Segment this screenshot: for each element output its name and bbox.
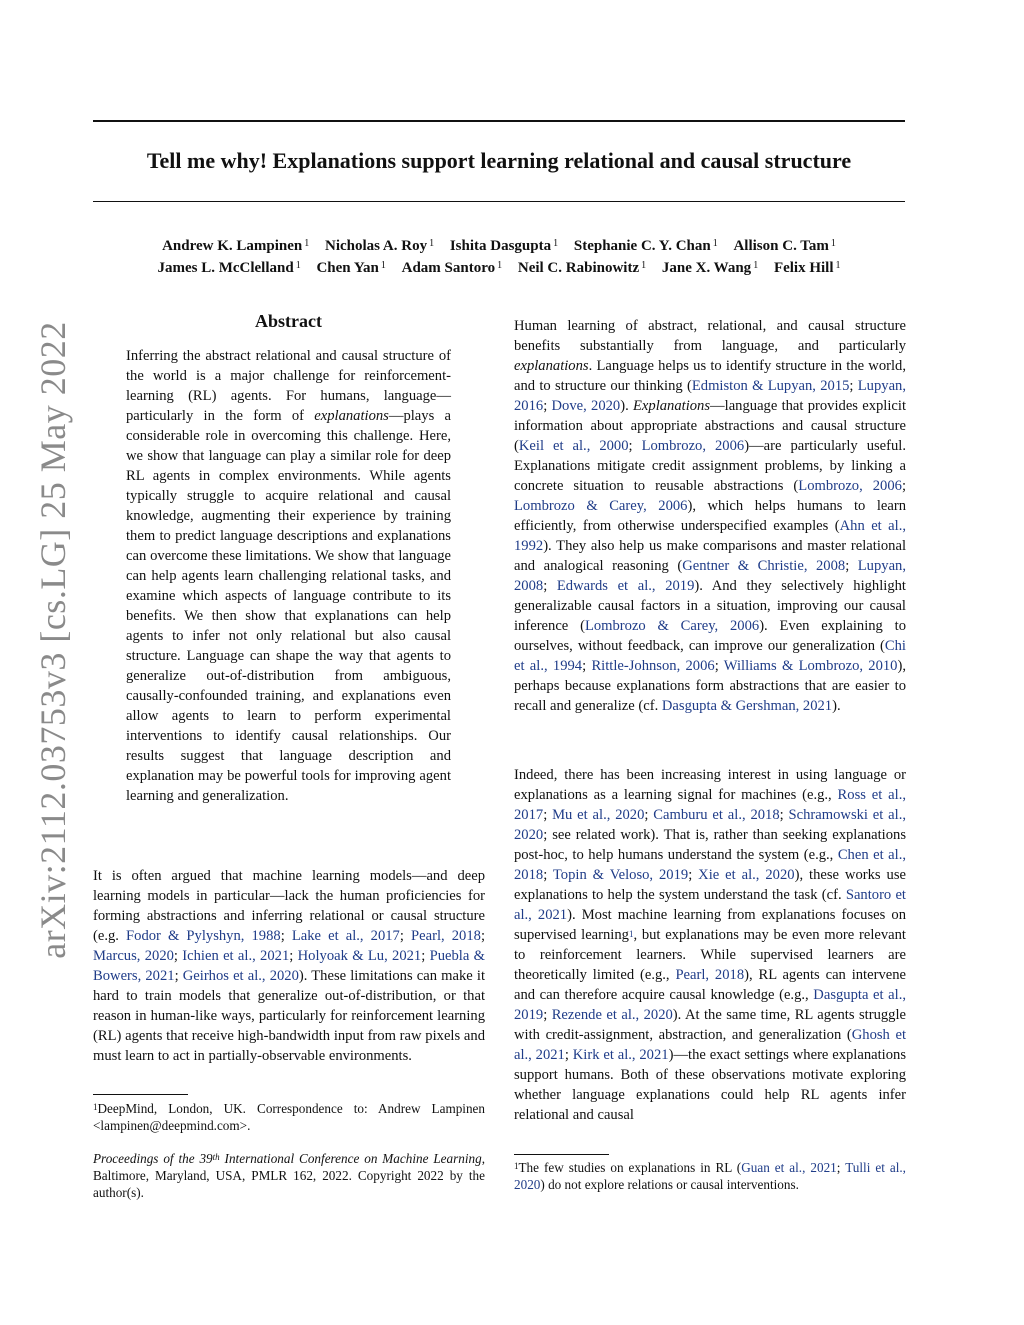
citation-link[interactable]: Williams & Lombrozo, 2010 — [723, 658, 898, 674]
author: Chen Yan $^1$ — [316, 260, 386, 276]
author-line-1 — [93, 235, 905, 257]
title-rule-top — [93, 120, 905, 122]
citation-link[interactable]: Pearl, 2018 — [675, 967, 745, 983]
citation-link[interactable]: Pearl, 2018 — [411, 928, 481, 944]
citation-link[interactable]: Lombrozo & Carey, 2006 — [584, 618, 760, 634]
paper-title: Tell me why! Explanations support learning relational and causal structure — [146, 148, 852, 173]
footnote-rule-right — [514, 1154, 609, 1155]
citation-link[interactable]: Dasgupta & Gershman, 2021 — [661, 698, 833, 714]
author: Ishita Dasgupta $^1$ — [449, 238, 559, 254]
citation-link[interactable]: Dasgupta et al., 2019 — [514, 987, 907, 1023]
citation-link[interactable]: Schramowski et al., 2020 — [514, 807, 906, 843]
author-line-2 — [93, 257, 905, 279]
citation-link[interactable]: Ghosh et al., 2021 — [514, 1027, 907, 1063]
arxiv-identifier: arXiv:2112.03753v3 [cs.LG] 25 May 2022 — [33, 321, 73, 959]
author: Jane X. Wang $^1$ — [661, 260, 759, 276]
citation-link[interactable]: Edmiston & Lupyan, 2015 — [691, 378, 850, 394]
citation-link[interactable]: Chen et al., 2018 — [514, 847, 907, 883]
author: Nicholas A. Roy $^1$ — [324, 238, 435, 254]
right-paragraph-2: Indeed, there has been increasing interest in using language or explanations as a learning signal for machines (e.g., Ross et al., 2017; Mu et al., 2020; Camburu et al., 2018; Schramowski et al., 2020; see related work). That is, rather than seeking explanations post-hoc, to help humans understand the system (e.g., Chen et al., 2018; Topin & Veloso, 2019; Xie et al., 2020), these works use explanations to help the system understand the task (cf. Santoro et al., 2021). Most machine learning from explanations focuses on supervised learning$^1$, but explanations may be even more relevant to reinforcement learners. While supervised learners are theoretically limited (e.g., Pearl, 2018), RL agents can intervene and can therefore acquire causal knowledge (e.g., Dasgupta et al., 2019; Rezende et al., 2020). At the same time, RL agents struggle with credit-assignment, abstraction, and generalization (Ghosh et al., 2021; Kirk et al., 2021)—the exact settings where explanations support humans. Both of these observations motivate exploring whether language explanations could help RL agents infer relational and causal — [514, 767, 907, 1123]
citation-link[interactable]: Ahn et al., 1992 — [514, 518, 906, 554]
proceedings-notice: Proceedings of the 39th International Conference on Machine Learning, Baltimore, Maryland, USA, PMLR 162, 2022. Copyright 2022 by the author(s). — [93, 1151, 485, 1200]
author: James L. McClelland $^1$ — [157, 260, 301, 276]
citation-link[interactable]: Tulli et al., 2020 — [514, 1160, 906, 1192]
citation-link[interactable]: Dove, 2020 — [551, 398, 621, 414]
abstract-heading: Abstract — [255, 311, 322, 331]
citation-link[interactable]: Kirk et al., 2021 — [572, 1047, 669, 1063]
citation-link[interactable]: Gentner & Christie, 2008 — [682, 558, 846, 574]
citation-link[interactable]: Camburu et al., 2018 — [653, 807, 780, 823]
citation-link[interactable]: Marcus, 2020 — [93, 948, 174, 964]
citation-link[interactable]: Xie et al., 2020 — [698, 867, 795, 883]
citation-link[interactable]: Lombrozo, 2006 — [641, 438, 745, 454]
citation-link[interactable]: Rittle-Johnson, 2006 — [591, 658, 715, 674]
citation-link[interactable]: Lupyan, 2008 — [514, 558, 906, 594]
citation-link[interactable]: Fodor & Pylyshyn, 1988 — [126, 928, 281, 944]
intro-paragraph: It is often argued that machine learning models—and deep learning models in particular—lack the human proficiencies for forming abstractions and inferring relational or causal structure (e.g. Fodor & Pylyshyn, 1988; Lake et al., 2017; Pearl, 2018; Marcus, 2020; Ichien et al., 2021; Holyoak & Lu, 2021; Puebla & Bowers, 2021; Geirhos et al., 2020). These limitations can make it hard to train models that generalize out-of-distribution, or that reason in human-like ways, particularly for reinforcement learning (RL) agents that receive high-bandwidth input from raw pixels and must learn to act in partially-observable environments. — [93, 868, 486, 1064]
footnote-marker[interactable]: 1 — [628, 929, 634, 939]
citation-link[interactable]: Lombrozo, 2006 — [798, 478, 902, 494]
author: Adam Santoro $^1$ — [401, 260, 503, 276]
citation-link[interactable]: Chi et al., 1994 — [514, 638, 906, 674]
abstract-text: Inferring the abstract relational and causal structure of the world is a major challenge for reinforcement-learning (RL) agents. For humans, language—particularly in the form of explanations—plays a considerable role in overcoming this challenge. Here, we show that language can play a similar role for deep RL agents in complex environments. While agents typically struggle to acquire relational and causal knowledge, augmenting their experience by training them to predict language descriptions and explanations can overcome these limitations. We show that language can help agents learn challenging relational tasks, and examine which aspects of language contribute to its benefits. We then show that explanations can help agents to infer not only relational but also causal structure. Language can shape the way that agents to generalize out-of-distribution from ambiguous, causally-confounded training, and explanations even allow agents to learn to perform experimental interventions to identify causal relationships. Our results suggest that language description and explanation may be powerful tools for improving agent learning and generalization. — [126, 348, 451, 804]
footnote-1: $^1$The few studies on explanations in RL (Guan et al., 2021; Tulli et al., 2020) do not explore relations or causal interventions. — [514, 1160, 906, 1192]
citation-link[interactable]: Puebla & Bowers, 2021 — [93, 948, 485, 984]
author: Neil C. Rabinowitz $^1$ — [517, 260, 647, 276]
citation-link[interactable]: Lombrozo & Carey, 2006 — [514, 498, 688, 514]
author: Andrew K. Lampinen $^1$ — [162, 238, 310, 254]
right-paragraph-1: Human learning of abstract, relational, and causal structure benefits substantially from language, and particularly explanations. Language helps us to identify structure in the world, and to structure our thinking (Edmiston & Lupyan, 2015; Lupyan, 2016; Dove, 2020). Explanations—language that provides explicit information about appropriate abstractions and causal structure (Keil et al., 2000; Lombrozo, 2006)—are particularly useful. Explanations mitigate credit assignment problems, by linking a concrete situation to reusable abstractions (Lombrozo, 2006; Lombrozo & Carey, 2006), which helps humans to learn efficiently, from otherwise underspecified examples (Ahn et al., 1992). They also help us make comparisons and master relational and analogical reasoning (Gentner & Christie, 2008; Lupyan, 2008; Edwards et al., 2019). And they selectively highlight generalizable causal factors in a situation, improving our causal inference (Lombrozo & Carey, 2006). Even explaining to ourselves, without feedback, can improve our generalization (Chi et al., 1994; Rittle-Johnson, 2006; Williams & Lombrozo, 2010), perhaps because explanations form abstractions that are easier to recall and generalize (cf. Dasgupta & Gershman, 2021). — [514, 318, 907, 714]
citation-link[interactable]: Geirhos et al., 2020 — [182, 968, 299, 984]
footnote-rule-left — [93, 1094, 188, 1095]
citation-link[interactable]: Topin & Veloso, 2019 — [552, 867, 689, 883]
citation-link[interactable]: Guan et al., 2021 — [741, 1160, 837, 1175]
citation-link[interactable]: Lupyan, 2016 — [514, 378, 906, 414]
affiliation-footnote: $^1$DeepMind, London, UK. Correspondence to: Andrew Lampinen <lampinen@deepmind.com>. — [93, 1101, 485, 1133]
author: Allison C. Tam $^1$ — [733, 238, 836, 254]
author: Felix Hill $^1$ — [773, 260, 841, 276]
citation-link[interactable]: Rezende et al., 2020 — [551, 1007, 673, 1023]
citation-link[interactable]: Edwards et al., 2019 — [556, 578, 695, 594]
author: Stephanie C. Y. Chan $^1$ — [573, 238, 718, 254]
citation-link[interactable]: Lake et al., 2017 — [291, 928, 400, 944]
citation-link[interactable]: Keil et al., 2000 — [518, 438, 629, 454]
citation-link[interactable]: Santoro et al., 2021 — [514, 887, 906, 923]
author-list — [93, 235, 905, 279]
title-rule-bottom — [93, 201, 905, 202]
citation-link[interactable]: Ichien et al., 2021 — [182, 948, 290, 964]
citation-link[interactable]: Holyoak & Lu, 2021 — [297, 948, 422, 964]
citation-link[interactable]: Mu et al., 2020 — [552, 807, 645, 823]
citation-link[interactable]: Ross et al., 2017 — [514, 787, 906, 823]
